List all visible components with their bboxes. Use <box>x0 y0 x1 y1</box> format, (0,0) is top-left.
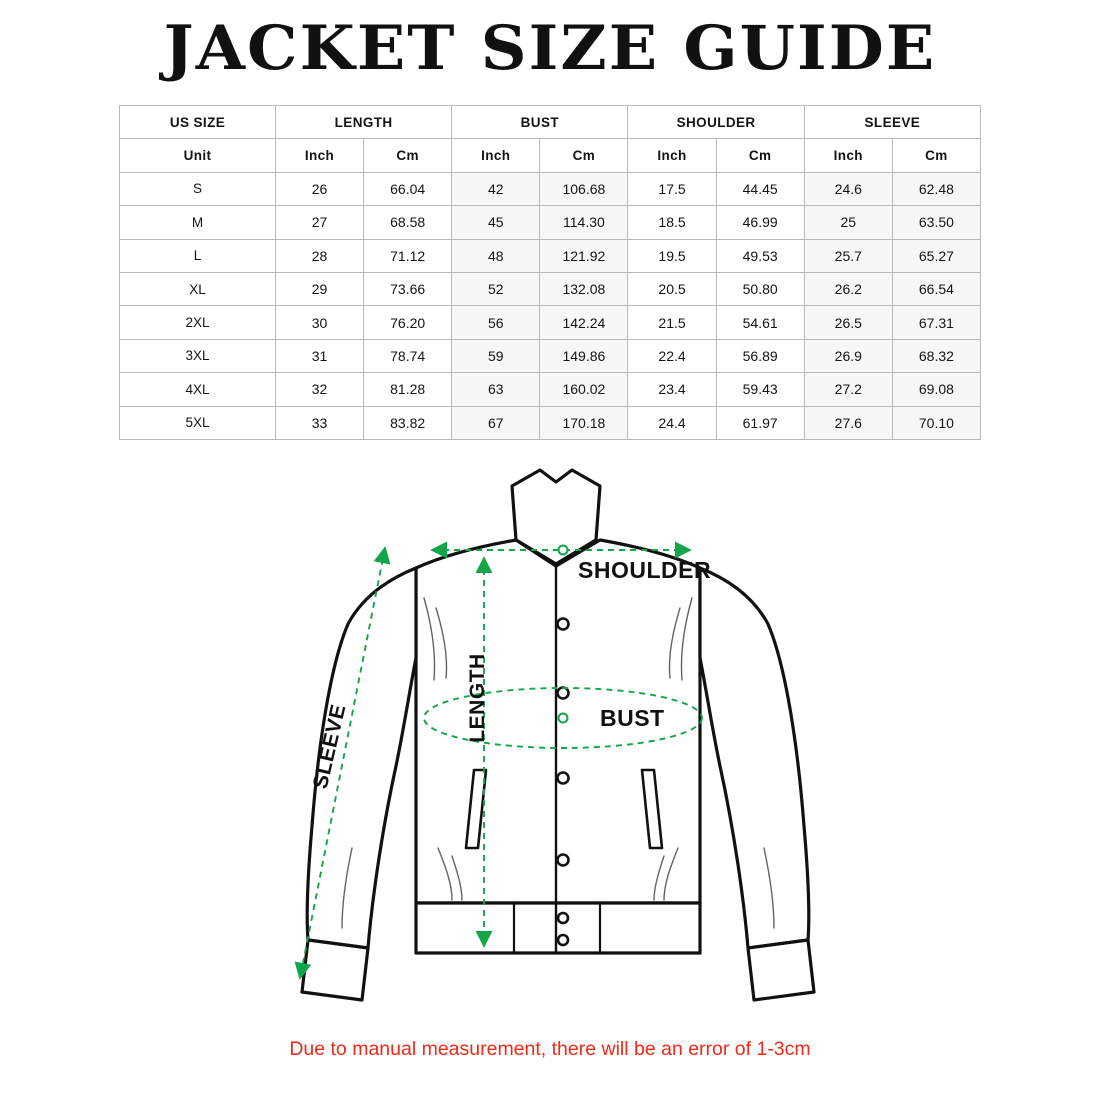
unit-length-cm: Cm <box>364 139 452 172</box>
cell-shoulder-inch: 17.5 <box>628 172 716 205</box>
cell-shoulder-inch: 22.4 <box>628 339 716 372</box>
table-row <box>120 206 981 239</box>
label-shoulder: SHOULDER <box>578 557 712 583</box>
cell-size: XL <box>120 272 276 305</box>
cell-length-cm: 71.12 <box>364 239 452 272</box>
cell-length-inch: 30 <box>275 306 363 339</box>
cell-sleeve-inch: 27.2 <box>804 373 892 406</box>
cell-shoulder-cm: 49.53 <box>716 239 804 272</box>
cell-length-inch: 33 <box>275 406 363 439</box>
table-row <box>120 373 981 406</box>
cell-size: L <box>120 239 276 272</box>
cell-bust-inch: 63 <box>452 373 540 406</box>
table-group-header-row <box>120 106 981 139</box>
group-header-length: LENGTH <box>275 106 451 139</box>
group-header-sleeve: SLEEVE <box>804 106 980 139</box>
cell-sleeve-cm: 68.32 <box>892 339 980 372</box>
cell-bust-inch: 52 <box>452 272 540 305</box>
unit-sleeve-inch: Inch <box>804 139 892 172</box>
cell-bust-cm: 121.92 <box>540 239 628 272</box>
cell-bust-cm: 142.24 <box>540 306 628 339</box>
page-title: JACKET SIZE GUIDE <box>163 13 937 84</box>
cell-shoulder-cm: 61.97 <box>716 406 804 439</box>
cell-sleeve-inch: 26.2 <box>804 272 892 305</box>
table-row <box>120 406 981 439</box>
table-row <box>120 306 981 339</box>
cell-shoulder-cm: 44.45 <box>716 172 804 205</box>
cell-bust-inch: 42 <box>452 172 540 205</box>
cell-bust-cm: 132.08 <box>540 272 628 305</box>
cell-length-cm: 76.20 <box>364 306 452 339</box>
cell-length-inch: 32 <box>275 373 363 406</box>
table-head <box>120 106 981 173</box>
table-row <box>120 272 981 305</box>
cell-bust-cm: 106.68 <box>540 172 628 205</box>
cell-shoulder-cm: 46.99 <box>716 206 804 239</box>
cell-bust-inch: 45 <box>452 206 540 239</box>
cell-size: 2XL <box>120 306 276 339</box>
cell-sleeve-inch: 27.6 <box>804 406 892 439</box>
cell-bust-inch: 48 <box>452 239 540 272</box>
table-row <box>120 239 981 272</box>
cell-size: 4XL <box>120 373 276 406</box>
jacket-diagram <box>0 448 1100 1038</box>
cell-size: 5XL <box>120 406 276 439</box>
table-body <box>120 172 981 439</box>
cell-length-cm: 66.04 <box>364 172 452 205</box>
size-table <box>119 105 981 440</box>
cell-bust-cm: 114.30 <box>540 206 628 239</box>
unit-shoulder-cm: Cm <box>716 139 804 172</box>
unit-bust-cm: Cm <box>540 139 628 172</box>
cell-sleeve-inch: 25.7 <box>804 239 892 272</box>
cell-length-cm: 73.66 <box>364 272 452 305</box>
cell-length-inch: 26 <box>275 172 363 205</box>
cell-length-inch: 27 <box>275 206 363 239</box>
cell-length-cm: 83.82 <box>364 406 452 439</box>
cell-bust-cm: 160.02 <box>540 373 628 406</box>
cell-bust-inch: 59 <box>452 339 540 372</box>
cell-sleeve-cm: 66.54 <box>892 272 980 305</box>
cell-bust-inch: 67 <box>452 406 540 439</box>
unit-sleeve-cm: Cm <box>892 139 980 172</box>
group-header-us-size: US SIZE <box>120 106 276 139</box>
group-header-shoulder: SHOULDER <box>628 106 804 139</box>
cell-shoulder-inch: 21.5 <box>628 306 716 339</box>
table-row <box>120 339 981 372</box>
cell-sleeve-inch: 26.5 <box>804 306 892 339</box>
cell-size: S <box>120 172 276 205</box>
cell-sleeve-inch: 25 <box>804 206 892 239</box>
cell-sleeve-cm: 70.10 <box>892 406 980 439</box>
cell-sleeve-inch: 24.6 <box>804 172 892 205</box>
cell-sleeve-cm: 65.27 <box>892 239 980 272</box>
cell-size: 3XL <box>120 339 276 372</box>
label-bust: BUST <box>600 705 665 731</box>
cell-length-cm: 81.28 <box>364 373 452 406</box>
label-length: LENGTH <box>466 653 489 743</box>
unit-length-inch: Inch <box>275 139 363 172</box>
cell-shoulder-inch: 24.4 <box>628 406 716 439</box>
cell-shoulder-inch: 19.5 <box>628 239 716 272</box>
table-row <box>120 172 981 205</box>
cell-shoulder-cm: 56.89 <box>716 339 804 372</box>
unit-bust-inch: Inch <box>452 139 540 172</box>
cell-bust-inch: 56 <box>452 306 540 339</box>
size-table-container <box>119 105 981 440</box>
cell-shoulder-cm: 54.61 <box>716 306 804 339</box>
cell-sleeve-cm: 69.08 <box>892 373 980 406</box>
cell-shoulder-inch: 18.5 <box>628 206 716 239</box>
cell-shoulder-inch: 23.4 <box>628 373 716 406</box>
cell-sleeve-cm: 63.50 <box>892 206 980 239</box>
cell-bust-cm: 170.18 <box>540 406 628 439</box>
cell-sleeve-inch: 26.9 <box>804 339 892 372</box>
measurement-note: Due to manual measurement, there will be an error of 1-3cm <box>289 1038 811 1060</box>
unit-label: Unit <box>120 139 276 172</box>
cell-length-cm: 78.74 <box>364 339 452 372</box>
group-header-bust: BUST <box>452 106 628 139</box>
cell-shoulder-cm: 59.43 <box>716 373 804 406</box>
unit-shoulder-inch: Inch <box>628 139 716 172</box>
cell-bust-cm: 149.86 <box>540 339 628 372</box>
cell-sleeve-cm: 67.31 <box>892 306 980 339</box>
cell-length-inch: 28 <box>275 239 363 272</box>
cell-shoulder-inch: 20.5 <box>628 272 716 305</box>
cell-size: M <box>120 206 276 239</box>
cell-length-inch: 31 <box>275 339 363 372</box>
label-sleeve: SLEEVE <box>308 702 351 791</box>
cell-sleeve-cm: 62.48 <box>892 172 980 205</box>
cell-length-cm: 68.58 <box>364 206 452 239</box>
cell-length-inch: 29 <box>275 272 363 305</box>
cell-shoulder-cm: 50.80 <box>716 272 804 305</box>
table-unit-row <box>120 139 981 172</box>
